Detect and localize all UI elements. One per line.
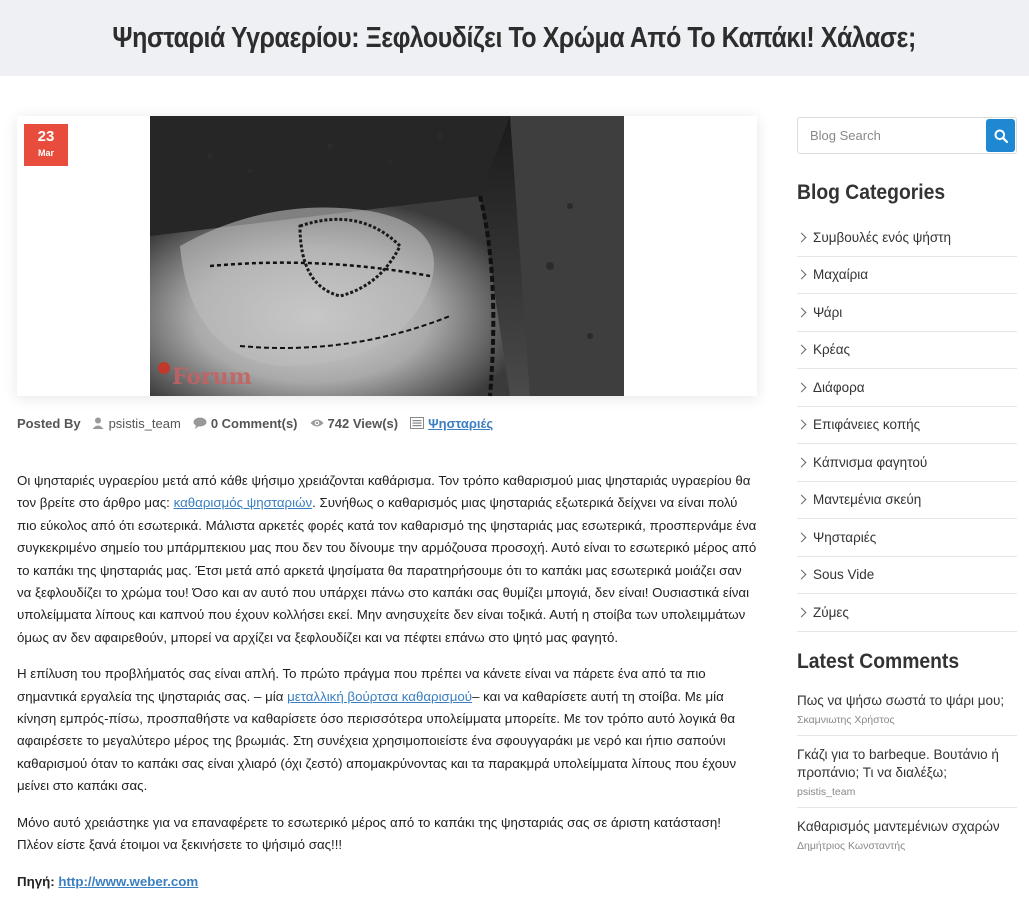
comment-post-title: Πως να ψήσω σωστά το ψάρι μου;: [797, 692, 1005, 708]
chevron-right-icon: [797, 307, 807, 317]
search-icon: [994, 129, 1008, 143]
category-label: Μαχαίρια: [813, 267, 869, 283]
comment-author: Σκαμνιωτης Χρήστος: [797, 713, 895, 726]
category-item[interactable]: [797, 594, 1017, 632]
chevron-right-icon: [797, 457, 807, 467]
source-label: Πηγή:: [17, 873, 55, 889]
post-author-name: psistis_team: [108, 415, 181, 431]
page-header: [0, 0, 1029, 76]
eye-icon: [310, 417, 324, 429]
category-label: Ψησταριές: [813, 529, 877, 545]
post-paragraph: Μόνο αυτό χρειάστηκε για να επαναφέρετε το εσωτερικό μέρος από το καπάκι της ψησταριάς σας σε άριστη κατάσταση! Πλέον είστε ξανά έτοιμοι να ξεκινήσετε το ψήσιμό σας!!!: [17, 814, 721, 853]
categories-list: [797, 219, 1017, 632]
post-source: [17, 871, 759, 893]
metal-brush-link[interactable]: μεταλλική βούρτσα καθαρισμού: [287, 688, 473, 704]
chevron-right-icon: [797, 570, 807, 580]
comment-author: psistis_team: [797, 785, 856, 798]
category-label: Κρέας: [813, 342, 851, 358]
post-date-month: Mar: [37, 148, 54, 158]
categories-title: Blog Categories: [797, 181, 946, 204]
comment-icon: [193, 417, 207, 429]
blog-search-input[interactable]: [798, 118, 986, 153]
chevron-right-icon: [797, 382, 807, 392]
paragraph-text: . Συνήθως ο καθαρισμός μιας ψησταριάς εξωτερικά δείχνει να είναι πολύ πιο εύκολος από ότι εσωτερικά. Μάλιστα αρκετές φορές κατά τον καθαρισμό της ψησταριάς μας εσωτερικά, προσπερνάμε ένα συγκεκριμένο σημείο του μπάρμπεκιου μας που δεν του δίνουμε την αρμόζουσα προσοχή. Αυτό είναι το εσωτερικό μέρος από το καπάκι της ψησταριάς μας. Έτσι μετά από αρκετά ψησίματα θα παρατηρήσουμε ότι το καπάκι μας εσωτερικά μοιάζει σαν να ξεφλουδίζει το χρώμα του! Όσο και αν αυτό που υπάρχει πάνω στο καπάκι σας θυμίζει μπογιά, δεν είναι! Ουσιαστικά είναι υπολείμματα λίπους και καπνού που έχουν κολλήσει εκεί. Μην ανησυχείτε δεν είναι τοξικά. Αυτή η στοίβα των υπολειμμάτων όμως αν δεν αφαιρεθούν, μπορεί να αρχίζει να ξεφλουδίζει και να πέφτει επάνω στο ψητό μας φαγητό.: [17, 495, 757, 645]
image-watermark: Forum: [172, 364, 252, 390]
category-label: Επιφάνειες κοπής: [813, 417, 921, 433]
forum-watermark-icon: [158, 362, 170, 374]
page-title: Ψησταριά Υγραερίου: Ξεφλουδίζει Το Χρώμα Από Το Καπάκι! Χάλασε;: [112, 21, 917, 54]
post-author[interactable]: [91, 416, 181, 431]
category-label: Sous Vide: [813, 567, 875, 583]
category-label: Διάφορα: [813, 379, 865, 395]
category-label: Κάπνισμα φαγητού: [813, 454, 928, 470]
blog-search: [797, 117, 1017, 154]
latest-comments-title: Latest Comments: [797, 649, 960, 673]
chevron-right-icon: [797, 495, 807, 505]
category-item[interactable]: [797, 332, 1017, 370]
sidebar: [797, 117, 1017, 861]
post-category-link[interactable]: Ψησταριές: [428, 415, 494, 431]
category-item[interactable]: [797, 257, 1017, 295]
chevron-right-icon: [797, 345, 807, 355]
posted-by-label: Posted By: [17, 415, 81, 431]
user-icon: [91, 417, 105, 429]
comment-item[interactable]: [797, 688, 1017, 736]
post-date-day: 23: [37, 128, 55, 145]
category-label: Ψάρι: [813, 304, 843, 320]
category-label: Μαντεμένια σκεύη: [813, 492, 922, 508]
post-date-badge: [24, 124, 68, 166]
post-featured-image-frame: [17, 116, 757, 396]
post-paragraph: [17, 470, 759, 649]
category-item[interactable]: [797, 519, 1017, 557]
post-category: [410, 416, 493, 431]
category-item[interactable]: [797, 444, 1017, 482]
comment-post-title: Καθαρισμός μαντεμένιων σχαρών: [797, 818, 1000, 834]
blog-search-button[interactable]: [986, 119, 1015, 152]
category-item[interactable]: [797, 219, 1017, 257]
chevron-right-icon: [797, 607, 807, 617]
comment-item[interactable]: [797, 808, 1017, 861]
post-content: [17, 470, 759, 907]
source-link[interactable]: http://www.weber.com: [58, 873, 199, 889]
chevron-right-icon: [797, 420, 807, 430]
paragraph-text: Οι ψησταριές υγραερίου μετά από κάθε ψήσιμο χρειάζονται καθάρισμα. Τον τρόπο καθαρισμού μιας ψησταριάς υγραερίου θα τον βρείτε στο άρθρο μας:: [17, 473, 751, 511]
cleaning-grills-link[interactable]: καθαρισμός ψησταριών: [173, 495, 313, 511]
list-icon: [410, 417, 424, 429]
category-item[interactable]: [797, 369, 1017, 407]
paragraph-text: – και να καθαρίσετε αυτή τη στοίβα. Με μία κίνηση εμπρός-πίσω, προσπαθήστε να καθαρίσετε όσο περισσότερα υπολείμματα μπορείτε. Με τον τρόπο αυτό λογικά θα αφαιρέσετε το μεγαλύτερο μέρος της βρωμιάς. Στη συνέχεια χρησιμοποιείστε ένα σφουγγαράκι με νερό και ήπιο σαπούνι καθαρισμού όταν το καπάκι σας είναι χλιαρό (όχι ζεστό) απομακρύνοντας και τα παρακμρά υπολείμματα λίπους που έχουν μείνει στο καπάκι σας.: [17, 688, 737, 794]
post-comments-count[interactable]: [193, 416, 298, 431]
paragraph-text: Η επίλυση του προβλήματός σας είναι απλή. Το πρώτο πράγμα που πρέπει να κάνετε είναι να πάρετε ένα από τα πιο σημαντικά εργαλεία της ψησταριάς σας. – μία: [17, 666, 706, 704]
category-item[interactable]: [797, 294, 1017, 332]
category-item[interactable]: [797, 482, 1017, 520]
post-featured-image[interactable]: [150, 116, 624, 396]
comment-author: Δημήτριος Κωνσταντής: [797, 839, 906, 852]
chevron-right-icon: [797, 270, 807, 280]
category-label: Ζύμες: [813, 604, 849, 620]
category-label: Συμβουλές ενός ψήστη: [813, 229, 952, 245]
post-paragraph: [17, 663, 759, 797]
comment-post-title: Γκάζι για το barbeque. Βουτάνιο ή προπάνιο; Τι να διαλέξω;: [797, 746, 999, 780]
category-item[interactable]: [797, 557, 1017, 595]
post-views-count: [310, 416, 399, 431]
comment-item[interactable]: [797, 736, 1017, 808]
category-item[interactable]: [797, 407, 1017, 445]
chevron-right-icon: [797, 232, 807, 242]
post-meta: [17, 413, 505, 433]
post-views-text: 742 View(s): [327, 415, 399, 431]
post-comments-text: 0 Comment(s): [210, 415, 298, 431]
chevron-right-icon: [797, 532, 807, 542]
